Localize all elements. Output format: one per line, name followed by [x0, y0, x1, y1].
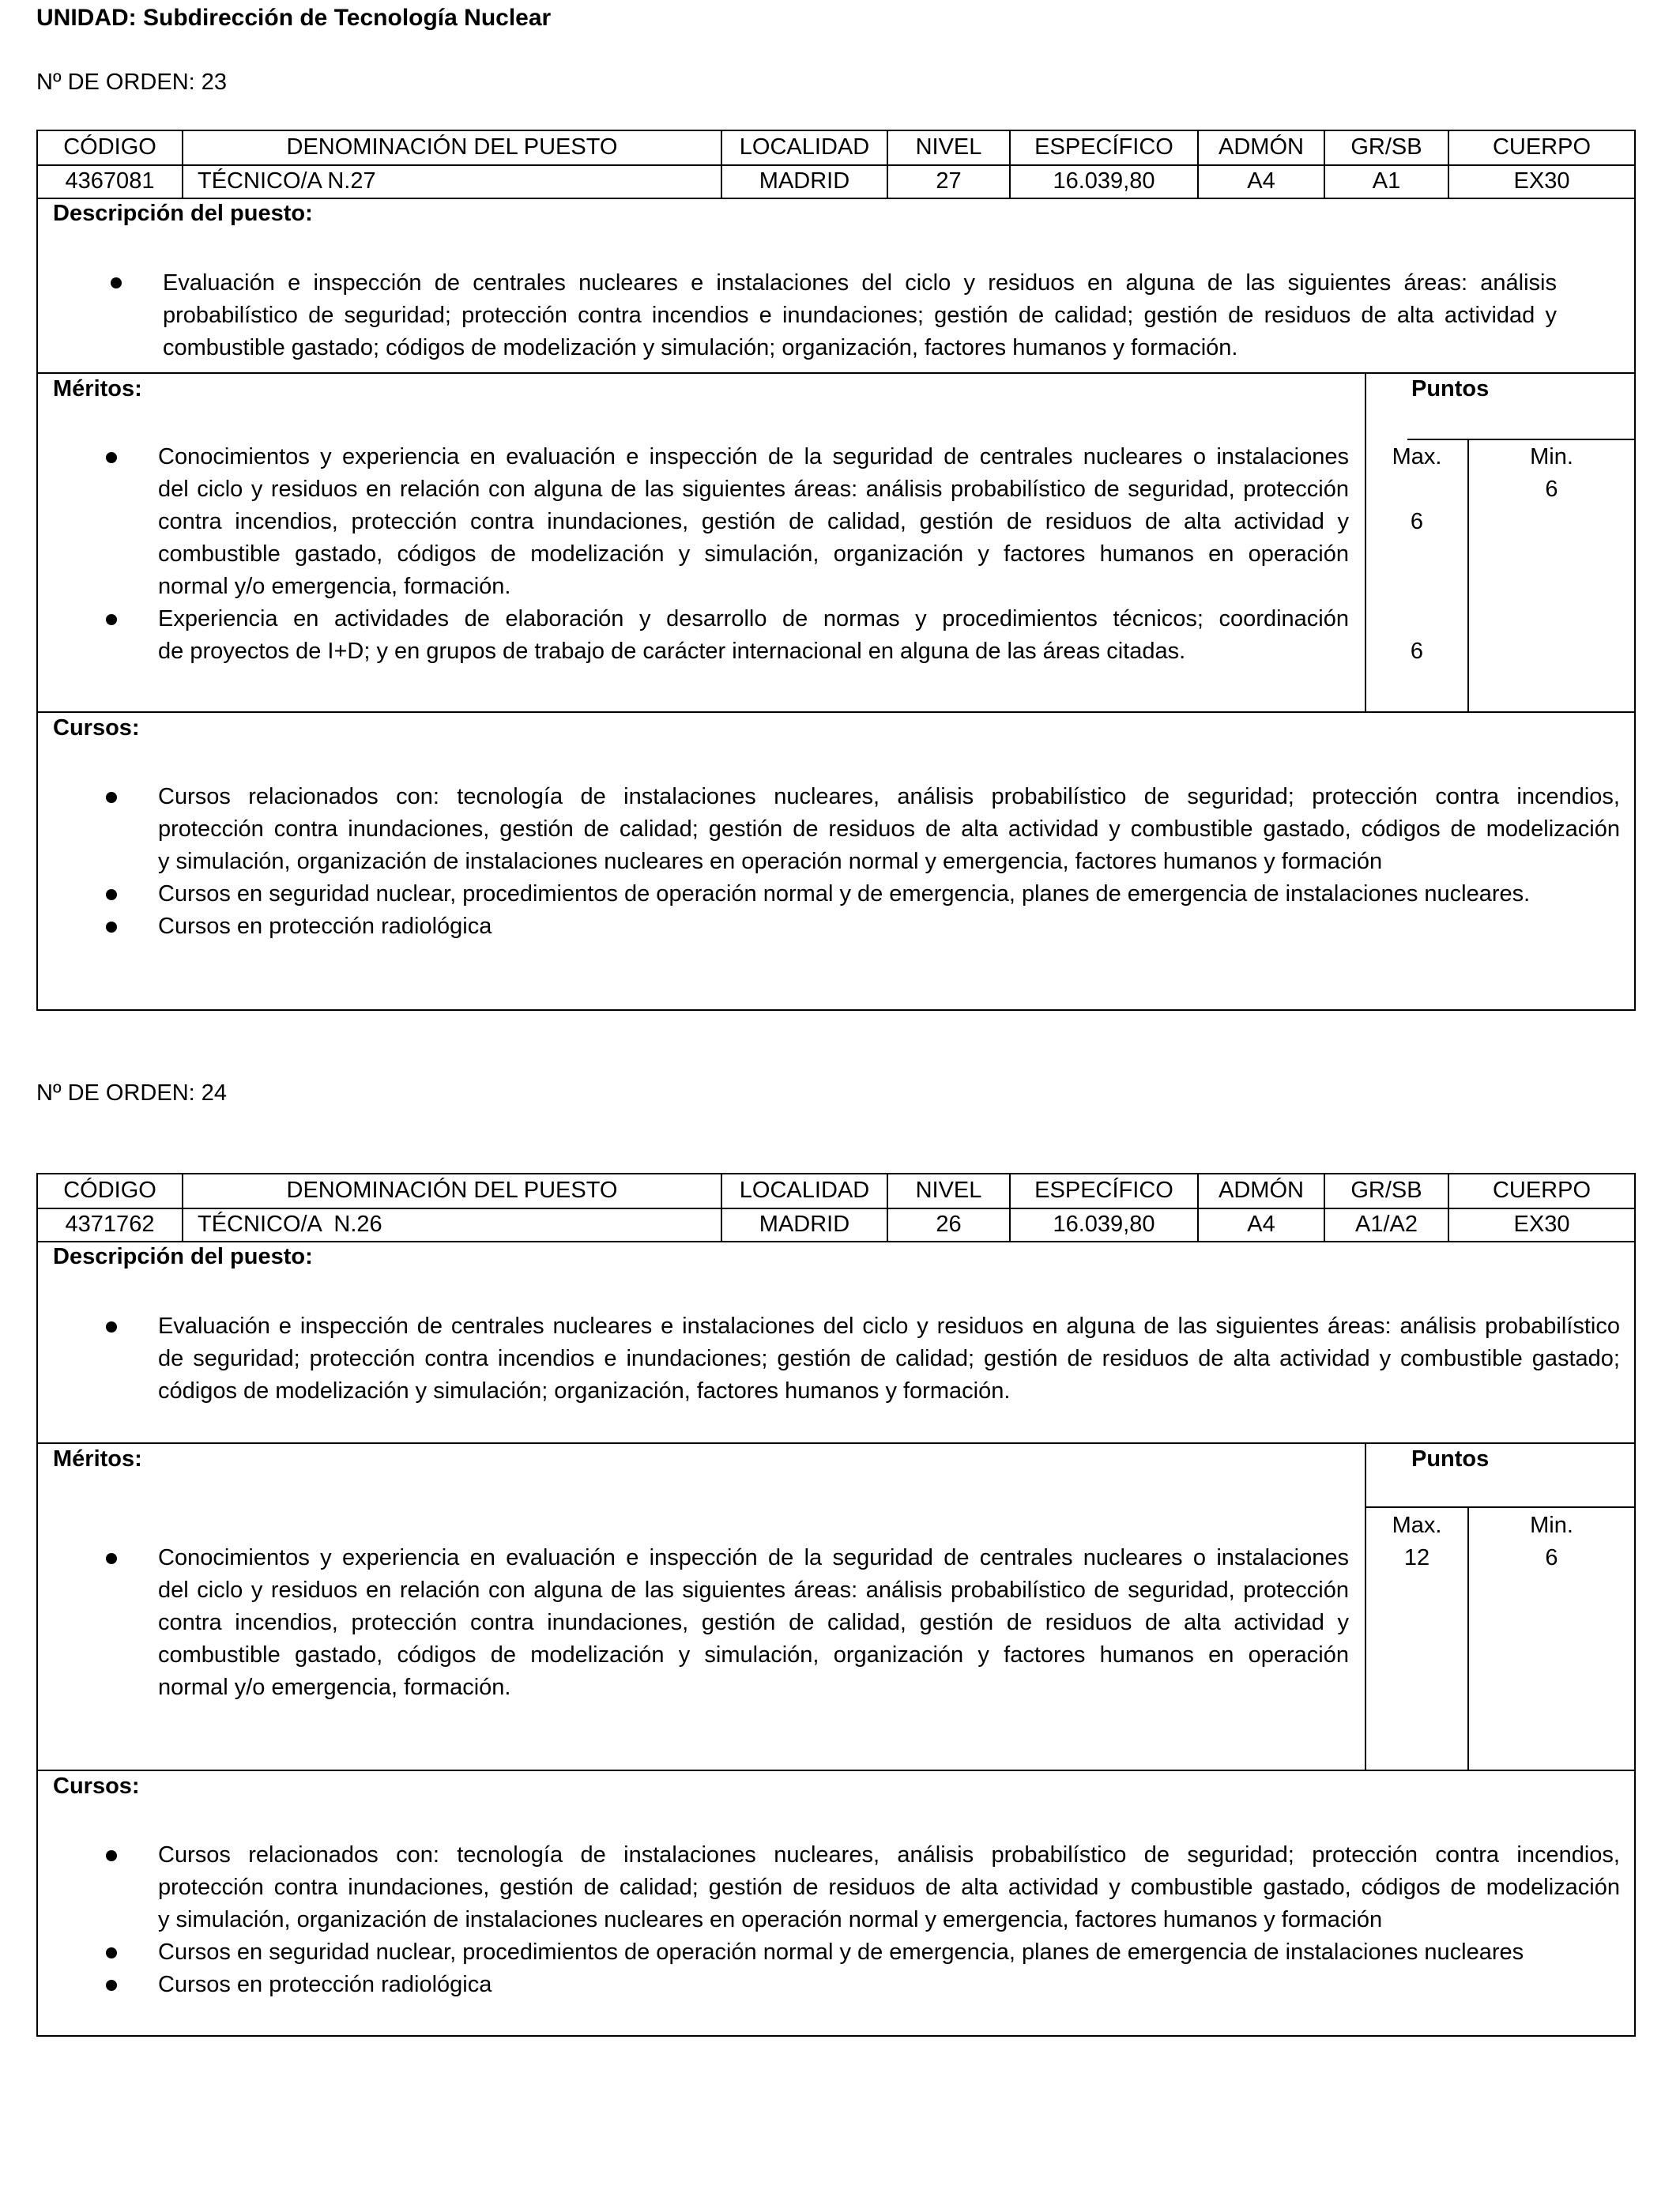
- header-cuerpo: CUERPO: [1492, 134, 1591, 160]
- min-value: 6: [1545, 477, 1558, 502]
- merito-2-text-end: de proyectos de I+D; y en grupos de trabajo de carácter internacional en alguna de las áreas citadas.: [158, 639, 1186, 664]
- curso-1-text: Cursos relacionados con: tecnología de instalaciones nucleares, análisis probabilístico de seguridad; protección contra incendios, protección contra inundaciones, gestión de calidad; gestión de residuos de alta actividad y combustible gastado, códigos de modelización: [158, 784, 1620, 842]
- header-denominacion: DENOMINACIÓN DEL PUESTO: [286, 134, 618, 160]
- merito-1-text-end: normal y/o emergencia, formación.: [158, 1675, 511, 1700]
- meritos-label: Méritos:: [53, 376, 142, 401]
- curso-2-text: Cursos en seguridad nuclear, procedimientos de operación normal y de emergencia, planes de emergencia de instalaciones nucleares: [158, 1940, 1524, 1965]
- merito-2-text: Experiencia en actividades de elaboración y desarrollo de normas y procedimientos técnicos; coordinación: [158, 606, 1349, 631]
- descripcion-text: Evaluación e inspección de centrales nucleares e instalaciones del ciclo y residuos en alguna de las siguientes áreas: análisis probabilístico de seguridad; protección contra incendios e inundaciones; gestión de calidad; gestión de residuos de alta actividad y combustible gastado;: [158, 1314, 1620, 1371]
- min-label: Min.: [1530, 1513, 1573, 1538]
- row-nivel: 26: [936, 1212, 962, 1237]
- unidad-title: UNIDAD: Subdirección de Tecnología Nuclear: [36, 5, 552, 31]
- merito-1-text: Conocimientos y experiencia en evaluación e inspección de la seguridad de centrales nucleares o instalaciones del ciclo y residuos en relación con alguna de las siguientes áreas: análisis probabilístico de seguridad, protección contra incendios, protección contra inundaciones, gestión de calidad, gestión de residuos de alta actividad y combustible gastado, códigos de modelización y simulación, organización y factores humanos en operación: [158, 1545, 1349, 1668]
- header-denominacion: DENOMINACIÓN DEL PUESTO: [286, 1178, 618, 1203]
- header-nivel: NIVEL: [915, 134, 982, 160]
- header-nivel: NIVEL: [915, 1178, 982, 1203]
- max-label: Max.: [1392, 444, 1442, 469]
- max-value-1: 12: [1403, 1545, 1430, 1570]
- row-codigo: 4367081: [65, 168, 155, 194]
- cursos-label: Cursos:: [53, 1774, 140, 1799]
- meritos-label: Méritos:: [53, 1446, 142, 1472]
- bullet-icon: [106, 1553, 117, 1564]
- orden-number-24: Nº DE ORDEN: 24: [36, 1080, 228, 1106]
- bullet-icon: [106, 922, 117, 933]
- curso-3-text: Cursos en protección radiológica: [158, 1972, 492, 1997]
- row-denominacion: TÉCNICO/A N.26: [198, 1212, 382, 1237]
- row-admon: A4: [1247, 168, 1275, 194]
- descripcion-label: Descripción del puesto:: [53, 201, 313, 226]
- puntos-label: Puntos: [1411, 1446, 1490, 1472]
- bullet-icon: [106, 452, 117, 463]
- orden-number-23: Nº DE ORDEN: 23: [36, 70, 228, 95]
- header-grsb: GR/SB: [1350, 1178, 1422, 1203]
- merito-1-text-end: normal y/o emergencia, formación.: [158, 574, 511, 599]
- row-especifico: 16.039,80: [1053, 1212, 1155, 1237]
- header-localidad: LOCALIDAD: [739, 134, 870, 160]
- descripcion-text: Evaluación e inspección de centrales nucleares e instalaciones del ciclo y residuos en alguna de las siguientes áreas: análisis probabilístico de seguridad; protección contra incendios e inundaciones; gestión de calidad; gestión de residuos de alta actividad y: [163, 270, 1557, 328]
- bullet-icon: [106, 1321, 117, 1333]
- row-grsb: A1: [1372, 168, 1401, 194]
- cursos-label: Cursos:: [53, 715, 140, 741]
- header-admon: ADMÓN: [1219, 134, 1304, 160]
- row-especifico: 16.039,80: [1053, 168, 1155, 194]
- row-nivel: 27: [936, 168, 962, 194]
- curso-2-text: Cursos en seguridad nuclear, procedimientos de operación normal y de emergencia, planes de emergencia de instalaciones nucleares.: [158, 881, 1531, 907]
- row-denominacion: TÉCNICO/A N.27: [198, 168, 376, 194]
- bullet-icon: [106, 1850, 117, 1861]
- max-value-2: 6: [1410, 639, 1424, 664]
- curso-1-text-end: y simulación, organización de instalaciones nucleares en operación normal y emergencia, factores humanos y formación: [158, 1907, 1383, 1932]
- header-cuerpo: CUERPO: [1492, 1178, 1591, 1203]
- bullet-icon: [106, 792, 117, 803]
- curso-3-text: Cursos en protección radiológica: [158, 914, 492, 939]
- curso-1-text: Cursos relacionados con: tecnología de instalaciones nucleares, análisis probabilístico de seguridad; protección contra incendios, protección contra inundaciones, gestión de calidad; gestión de residuos de alta actividad y combustible gastado, códigos de modelización: [158, 1842, 1620, 1900]
- row-cuerpo: EX30: [1513, 168, 1570, 194]
- max-label: Max.: [1392, 1513, 1442, 1538]
- header-codigo: CÓDIGO: [63, 134, 156, 160]
- row-grsb: A1/A2: [1355, 1212, 1418, 1237]
- descripcion-text-end: combustible gastado; códigos de modelización y simulación; organización, factores humanos y formación.: [163, 335, 1238, 360]
- row-codigo: 4371762: [65, 1212, 155, 1237]
- bullet-icon: [106, 614, 117, 625]
- header-grsb: GR/SB: [1350, 134, 1422, 160]
- bullet-icon: [111, 277, 122, 288]
- min-label: Min.: [1530, 444, 1573, 469]
- header-especifico: ESPECÍFICO: [1034, 1178, 1173, 1203]
- descripcion-text-end: códigos de modelización y simulación; organización, factores humanos y formación.: [158, 1378, 1011, 1404]
- header-codigo: CÓDIGO: [63, 1178, 156, 1203]
- descripcion-label: Descripción del puesto:: [53, 1244, 313, 1269]
- row-localidad: MADRID: [759, 1212, 850, 1237]
- row-localidad: MADRID: [759, 168, 850, 194]
- bullet-icon: [106, 1947, 117, 1958]
- header-especifico: ESPECÍFICO: [1034, 134, 1173, 160]
- header-admon: ADMÓN: [1219, 1178, 1304, 1203]
- min-value: 6: [1545, 1545, 1558, 1570]
- puntos-label: Puntos: [1411, 376, 1490, 401]
- row-admon: A4: [1247, 1212, 1275, 1237]
- merito-1-text: Conocimientos y experiencia en evaluación e inspección de la seguridad de centrales nucleares o instalaciones del ciclo y residuos en relación con alguna de las siguientes áreas: análisis probabilístico de seguridad, protección contra incendios, protección contra inundaciones, gestión de calidad, gestión de residuos de alta actividad y combustible gastado, códigos de modelización y simulación, organización y factores humanos en operación: [158, 444, 1349, 567]
- row-cuerpo: EX30: [1513, 1212, 1570, 1237]
- max-value-1: 6: [1410, 509, 1424, 534]
- header-localidad: LOCALIDAD: [739, 1178, 870, 1203]
- bullet-icon: [106, 1980, 117, 1991]
- bullet-icon: [106, 889, 117, 900]
- curso-1-text-end: y simulación, organización de instalaciones nucleares en operación normal y emergencia, factores humanos y formación: [158, 849, 1383, 874]
